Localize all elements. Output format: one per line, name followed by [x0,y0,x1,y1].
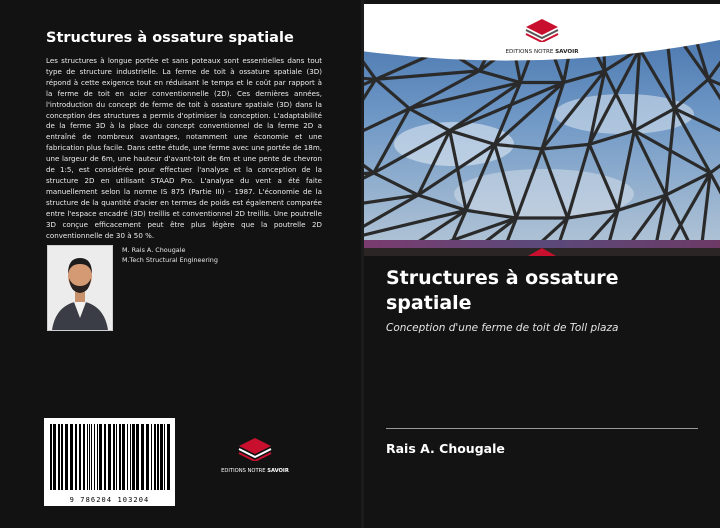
author-name: M. Rais A. Chougale [122,246,186,254]
publisher-name-bold: SAVOIR [555,49,579,55]
publisher-name-light: EDITIONS NOTRE [221,468,266,474]
publisher-name-light: EDITIONS NOTRE [505,49,554,55]
author-credential: M.Tech Structural Engineering [122,256,218,264]
publisher-logo-back [196,437,314,474]
book-stack-icon [238,437,272,461]
author-photo [47,245,113,331]
front-cover-author: Rais A. Chougale [386,441,505,456]
isbn-barcode [44,418,175,506]
front-cover [364,0,720,528]
divider [386,428,698,429]
back-cover-title: Structures à ossature spatiale [46,30,294,46]
book-stack-icon [525,18,559,42]
author-info [122,245,218,265]
back-cover-blurb: Les structures à longue portée et sans poteaux sont essentielles dans tout type de structure industrielle. La ferme de toit à ossature spatiale (3D) répond à cette exigence tout en réduisant le temps et le coût par rapport à la ferme de toit en acier conventionnelle (2D). Ces dernières années, l'introduction du concept de ferme de toit à ossature spatiale (3D) dans la conception des structures a permis d'optimiser la conception. L'adaptabilité de la ferme 3D à la place du concept conventionnel de la ferme 2D a entraîné de nombreux avantages, notamment une économie et une fabrication plus facile. Dans cette étude, une ferme avec une portée de 18m, une largeur de 6m, une hauteur d'avant-toit de 6m et une pente de chevron de 1:5, est considérée pour effectuer l'analyse et la conception de la structure 2D en utilisant STAAD Pro. L'analyse du vent a été faite manuellement selon la norme IS 875 (Partie III) - 1987. L'économie de la structure de la quantité d'acier en termes de poids est également comparée entre l'espace encadré (3D) treillis et conventionnel 2D treillis. Une poutrelle 3D conçue efficacement peut être plus légère que la poutrelle 2D conventionnelle de 30 à 50 %. [46,56,322,240]
publisher-name-bold: SAVOIR [267,468,289,474]
front-cover-title: Structures à ossature spatiale [386,267,619,314]
publisher-logo-front [364,18,720,55]
front-cover-subtitle: Conception d'une ferme de toit de Toll plaza [386,322,619,334]
isbn-digits: 9 786204 103204 [69,496,150,504]
